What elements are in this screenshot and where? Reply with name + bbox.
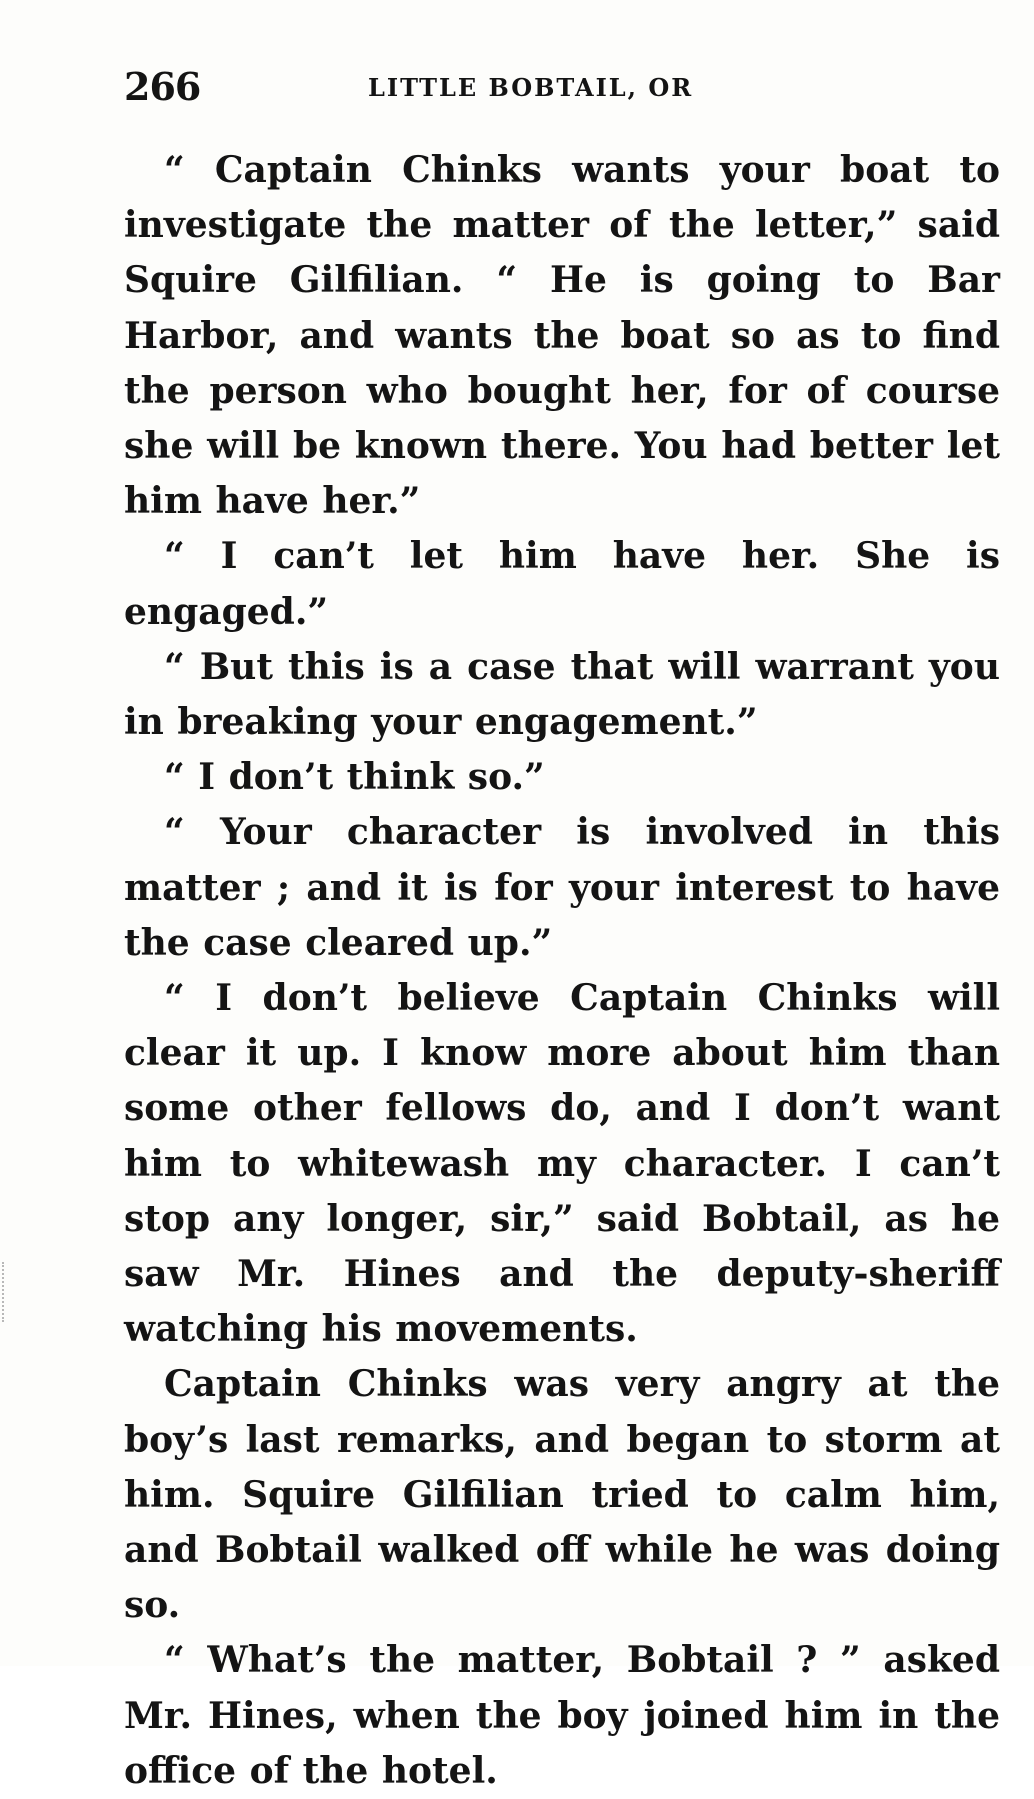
paragraph: “ But this is a case that will warrant you in breaking your engagement.” xyxy=(124,645,1000,744)
paragraph: “ Captain Chinks wants your boat to investigate the matter of the letter,” said Squire Gilfilian. “ He is going to Bar Harbor, and wants the boat so as to find the person who bought her, for of course she will be known there. You had better let him have her.” xyxy=(124,149,1000,523)
running-head xyxy=(124,62,1000,112)
running-title: LITTLE BOBTAIL, OR xyxy=(368,73,694,102)
paragraph: “ What’s the matter, Bobtail ? ” asked Mr. Hines, when the boy joined him in the office of the hotel. xyxy=(124,1639,1000,1792)
page-number: 266 xyxy=(124,64,201,109)
paragraph: Captain Chinks was very angry at the boy’s last remarks, and began to storm at him. Squire Gilfilian tried to calm him, and Bobtail walked off while he was doing so. xyxy=(124,1363,1000,1627)
paragraph: “ Your character is involved in this matter ; and it is for your interest to have the case cleared up.” xyxy=(124,811,1000,964)
paragraph: “ I don’t think so.” xyxy=(164,756,545,799)
paragraph: “ I can’t let him have her. She is engaged.” xyxy=(124,535,1000,633)
scan-margin-mark xyxy=(2,1262,6,1322)
body-text xyxy=(124,143,1000,1799)
paragraph: “ I don’t believe Captain Chinks will clear it up. I know more about him than some other fellows do, and I don’t want him to whitewash my character. I can’t stop any longer, sir,” said Bobtail, as he saw Mr. Hines and the deputy-sheriff watching his movements. xyxy=(124,977,1000,1351)
